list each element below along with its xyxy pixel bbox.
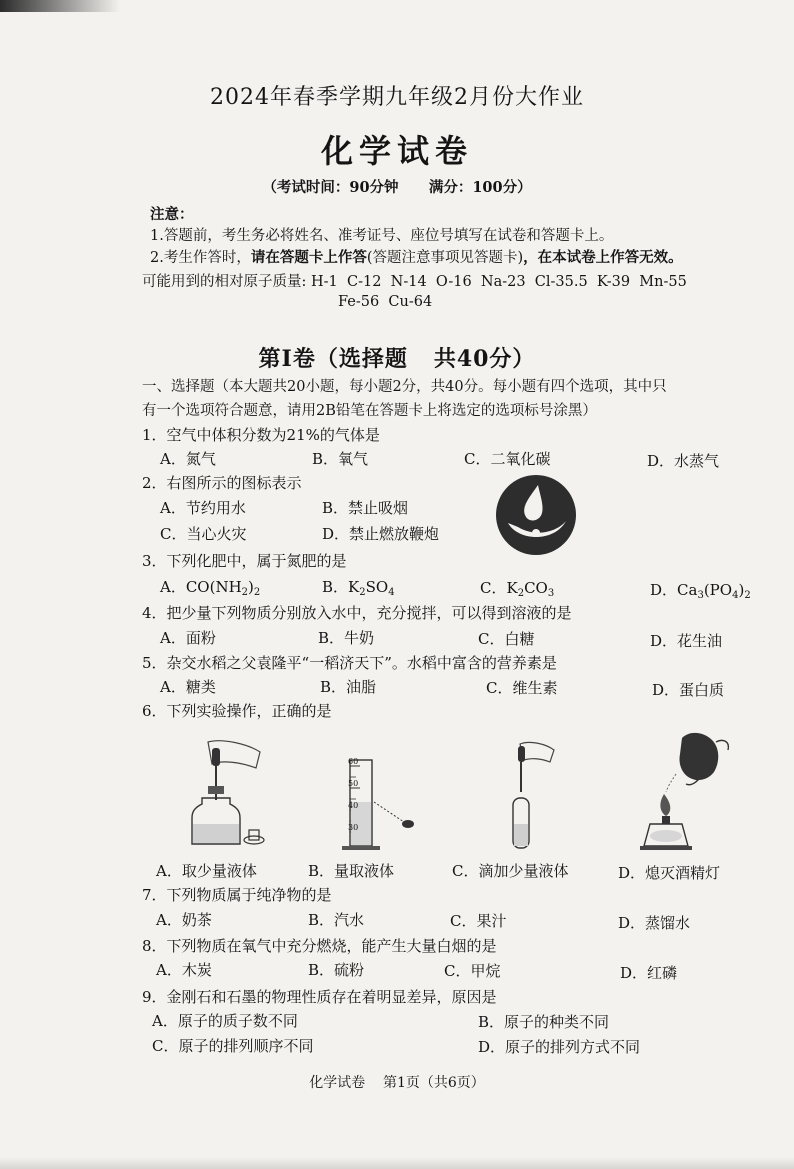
q3-c-sub: 2 (517, 588, 525, 599)
q7-option-c: C．果汁 (450, 912, 507, 930)
q3-stem: 3．下列化肥中，属于氮肥的是 (142, 552, 347, 570)
q4-option-a: A．面粉 (160, 629, 216, 647)
note-1: 1.答题前，考生务必将姓名、准考证号、座位号填写在试卷和答题卡上。 (150, 228, 614, 244)
q1-option-c: C．二氧化碳 (464, 450, 551, 468)
atomic-mass-line (142, 270, 687, 291)
section-1-intro-2: 有一个选项符合题意，请用2B铅笔在答题卡上将选定的选项标号涂黑） (142, 403, 597, 419)
cylinder-tick-60: 60 (348, 757, 359, 766)
q3-a-sub: 2 (241, 587, 249, 598)
q5-option-d: D．蛋白质 (652, 681, 725, 699)
dropper-bottle-illustration (178, 738, 288, 850)
q3-option-d (650, 579, 751, 601)
q4-stem: 4．把少量下列物质分别放入水中，充分搅拌，可以得到溶液的是 (142, 604, 572, 622)
exam-info (0, 176, 794, 197)
q3-c-mid: CO (524, 579, 548, 597)
q6-stem: 6．下列实验操作，正确的是 (142, 702, 332, 720)
q6-option-a: A．取少量液体 (156, 862, 257, 880)
q9-option-b: B．原子的种类不同 (478, 1013, 610, 1031)
q7-option-b: B．汽水 (308, 911, 365, 929)
q3-d-part: D．Ca (650, 581, 698, 599)
note-2-part-a: 2.考生作答时， (150, 250, 251, 266)
q5-stem: 5．杂交水稻之父袁隆平“一稻济天下”。水稻中富含的营养素是 (142, 654, 557, 672)
note-2-part-c: (答题注意事项见答题卡) (366, 250, 524, 266)
q7-option-a: A．奶茶 (156, 911, 212, 929)
q3-c-part: C．K (480, 579, 518, 597)
exam-subtitle: 2024年春季学期九年级2月份大作业 (210, 85, 584, 110)
q3-c-sub2: 3 (547, 588, 555, 599)
q3-d-sub2: 4 (732, 590, 739, 601)
q6-option-d: D．熄灭酒精灯 (618, 864, 721, 882)
q7-stem: 7．下列物质属于纯净物的是 (142, 886, 332, 904)
cylinder-tick-30: 30 (348, 823, 359, 832)
q7-option-d: D．蒸馏水 (618, 914, 691, 932)
q3-option-a (160, 576, 260, 598)
q4-option-d: D．花生油 (650, 632, 723, 650)
q3-option-b (322, 576, 395, 598)
section-1-intro-1: 一、选择题（本大题共20小题，每小题2分，共40分。每小题有四个选项，其中只 (142, 379, 667, 395)
q5-option-c: C．维生素 (486, 679, 558, 697)
note-2 (150, 246, 683, 267)
q3-a-sub2: 2 (253, 587, 261, 598)
note-2-part-d: ，在本试卷上作答无效。 (523, 249, 683, 266)
q2-option-d: D．禁止燃放鞭炮 (322, 525, 440, 543)
q3-d-mid: (PO (703, 581, 733, 599)
q8-option-a: A．木炭 (156, 961, 212, 979)
atomic-masses-2: Fe-56 Cu-64 (338, 294, 433, 310)
q2-stem: 2．右图所示的图标表示 (142, 474, 302, 492)
scan-bottom-shadow (0, 1157, 794, 1169)
q1-stem: 1．空气中体积分数为21%的气体是 (142, 426, 380, 444)
q4-option-c: C．白糖 (478, 630, 535, 648)
q3-d-close: ) (738, 581, 745, 599)
q5-option-a: A．糖类 (160, 678, 216, 696)
q3-b-mid: SO (365, 578, 389, 596)
q3-a-close: ) (248, 578, 254, 596)
notes-label: 注意： (150, 206, 194, 223)
q3-option-c (480, 577, 554, 599)
q2-option-c: C．当心火灾 (160, 525, 247, 543)
q3-d-sub: 3 (697, 590, 704, 601)
dropper-test-tube-illustration (500, 740, 560, 852)
q3-d-sub3: 2 (744, 590, 751, 601)
cylinder-tick-50: 50 (348, 779, 359, 788)
q9-option-d: D．原子的排列方式不同 (478, 1038, 641, 1056)
q1-option-d: D．水蒸气 (647, 452, 720, 470)
note-2-part-b: 请在答题卡上作答 (250, 249, 367, 266)
q3-b-sub2: 4 (388, 587, 395, 598)
q9-stem: 9．金刚石和石墨的物理性质存在着明显差异，原因是 (142, 988, 497, 1006)
scan-corner-shadow (0, 0, 120, 12)
exam-time: （考试时间：90分钟 (262, 179, 399, 196)
page-footer: 化学试卷 第1页（共6页） (309, 1075, 485, 1091)
q8-option-c: C．甲烷 (444, 962, 501, 980)
q6-option-c: C．滴加少量液体 (452, 862, 569, 880)
q9-option-a: A．原子的质子数不同 (152, 1012, 298, 1030)
q8-option-d: D．红磷 (620, 964, 678, 982)
exam-title: 化学试卷 (320, 132, 473, 170)
q4-option-b: B．牛奶 (318, 629, 375, 647)
q2-option-a: A．节约用水 (160, 499, 246, 517)
q6-option-b: B．量取液体 (308, 862, 395, 880)
cylinder-tick-40: 40 (348, 801, 359, 810)
q8-option-b: B．硫粉 (308, 961, 365, 979)
atomic-masses-1: H-1 C-12 N-14 O-16 Na-23 Cl-35.5 K-39 Mn-55 (311, 274, 687, 290)
q3-a-part: A．CO(NH (160, 578, 242, 596)
q8-stem: 8．下列物质在氧气中充分燃烧，能产生大量白烟的是 (142, 937, 497, 955)
q1-option-a: A．氮气 (160, 450, 216, 468)
q1-option-b: B．氧气 (312, 450, 369, 468)
measuring-cylinder-illustration (330, 756, 426, 852)
water-saving-sign-icon (494, 473, 578, 557)
full-score: 满分：100分） (428, 179, 532, 196)
alcohol-lamp-illustration (620, 728, 740, 854)
atomic-mass-label: 可能用到的相对原子质量: (142, 274, 307, 290)
section-1-title: 第Ⅰ卷（选择题 共40分） (258, 346, 536, 372)
q3-b-sub: 2 (359, 587, 366, 598)
q3-b-part: B．K (322, 578, 360, 596)
q5-option-b: B．油脂 (320, 678, 377, 696)
q9-option-c: C．原子的排列顺序不同 (152, 1037, 314, 1055)
q2-option-b: B．禁止吸烟 (322, 499, 409, 517)
